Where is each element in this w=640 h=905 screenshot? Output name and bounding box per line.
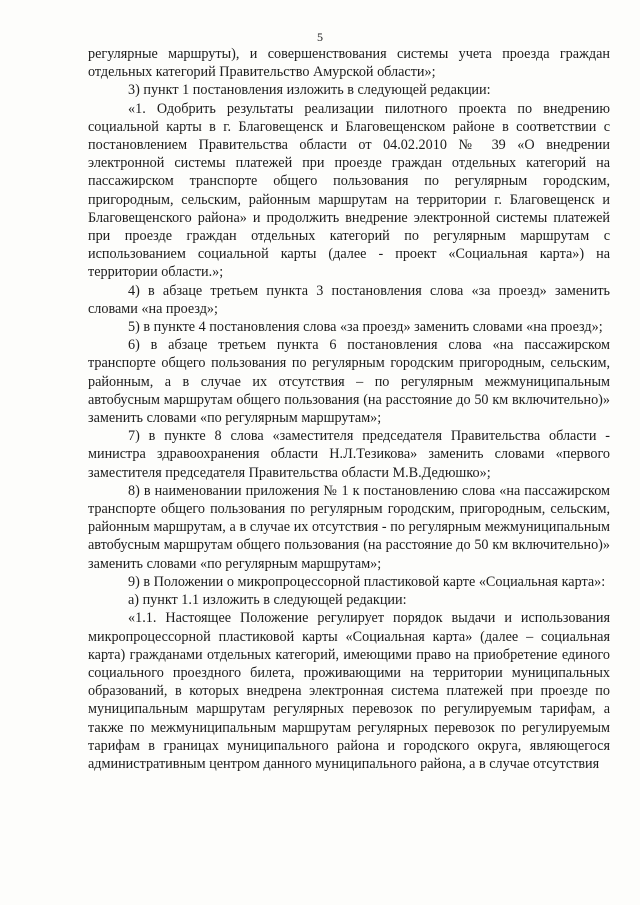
paragraph-5: 5) в пункте 4 постановления слова «за проезд» заменить словами «на проезд»; xyxy=(128,319,603,336)
paragraph-6: 6) в абзаце третьем пункта 6 постановления слова «на пассажирском транспорте общего пользования по регулярным городским пригородным, сельским, районным, а в случае их отсутствия – по регулярным межмуниципальным автобусным маршрутам общего пользования (на расстояние до 50 км включительно)» заменить словами «по регулярным маршрутам»; xyxy=(88,337,610,427)
page-number: 5 xyxy=(317,30,323,44)
paragraph-1: регулярные маршруты), и совершенствования системы учета проезда граждан отдельных категорий Правительство Амурской области»; xyxy=(88,46,610,81)
paragraph-9: 9) в Положении о микропроцессорной пластиковой карте «Социальная карта»: xyxy=(128,573,606,590)
paragraph-4: 4) в абзаце третьем пункта 3 постановления слова «за проезд» заменить словами «на проезд»; xyxy=(88,282,610,317)
paragraph-8: 8) в наименовании приложения № 1 к постановлению слова «на пассажирском транспорте общего пользования по регулярным городским, пригородным, сельским, районным маршрутам, а в случае их отсутствия - по регулярным межмуниципальным автобусным маршрутам общего пользования (на расстояние до 50 км включительно)» заменить словами «по регулярным маршрутам»; xyxy=(88,482,610,572)
paragraph-3: «1. Одобрить результаты реализации пилотного проекта по внедрению социальной карты в г. Благовещенск и Благовещенском районе в соответствии с постановлением Правительства области от 04.02.2010 № 39 «О внедрении электронной системы платежей при проезде граждан отдельных категорий на пассажирском транспорте общего пользования по регулярным городским, пригородным, сельским, районным маршрутам на территории г. Благовещенск и Благовещенского района» и продолжить внедрение электронной системы платежей при проезде граждан отдельных категорий по регулярным маршрутам с использованием социальной карты (далее - проект «Социальная карта») на территории области.»; xyxy=(88,100,610,281)
paragraph-2: 3) пункт 1 постановления изложить в следующей редакции: xyxy=(128,82,491,99)
paragraph-7: 7) в пункте 8 слова «заместителя председателя Правительства области - министра здравоохранения области Н.Л.Тезикова» заменить словами «первого заместителя председателя Правительства области М.В.Дедюшко»; xyxy=(88,428,610,481)
paragraph-10: а) пункт 1.1 изложить в следующей редакции: xyxy=(128,592,407,609)
paragraph-11: «1.1. Настоящее Положение регулирует порядок выдачи и использования микропроцессорной пластиковой карты «Социальная карта» (далее – социальная карта) гражданами отдельных категорий, имеющими право на приобретение единого социального проездного билета, проживающими на территории муниципальных образований, в которых внедрена электронная система платежей при проезде по муниципальным маршрутам регулярных перевозок по регулируемым тарифам, а также по межмуниципальным маршрутам регулярных перевозок по регулируемым тарифам в границах муниципального района и городского округа, являющегося административным центром данного муниципального района, а в случае отсутствия xyxy=(88,610,610,772)
document-body xyxy=(88,45,610,773)
